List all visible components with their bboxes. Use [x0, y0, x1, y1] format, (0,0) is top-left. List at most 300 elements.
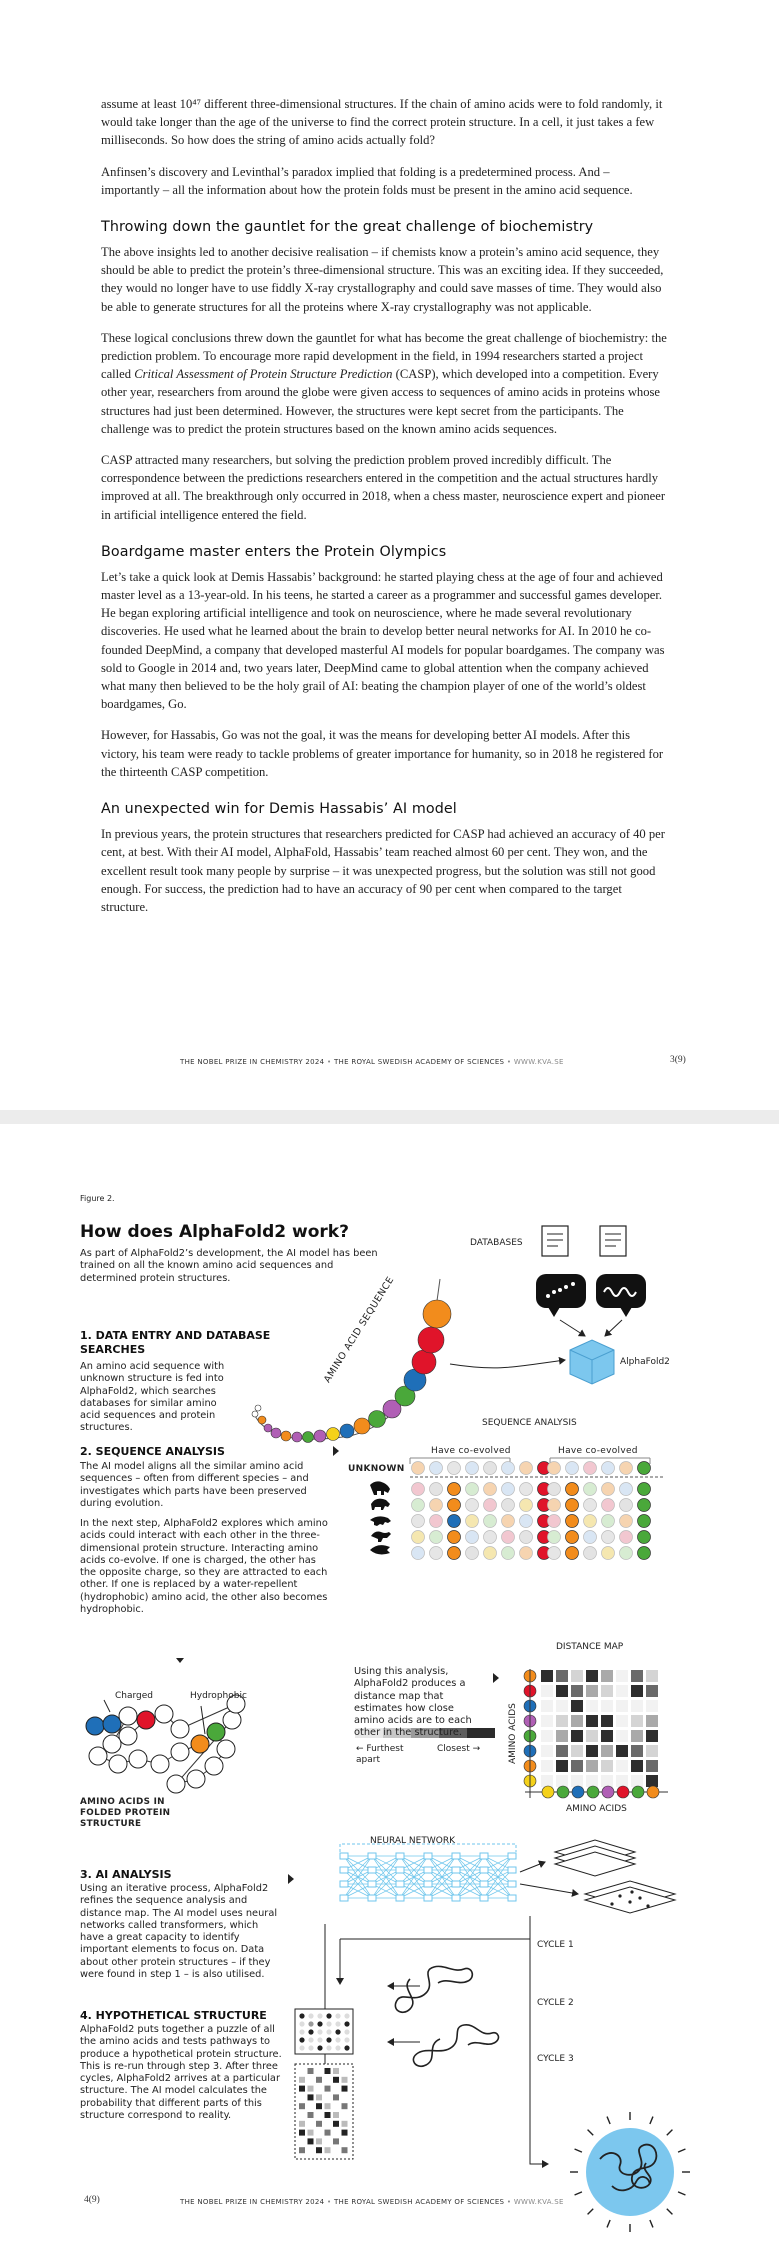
msa-cell: [448, 1499, 461, 1512]
distance-map-cell: [556, 1700, 568, 1712]
msa-cell: [520, 1483, 533, 1496]
nn-node: [340, 1881, 348, 1887]
distance-map-cell: [556, 1670, 568, 1682]
msa-cell: [502, 1531, 515, 1544]
distance-map-cell: [541, 1685, 553, 1697]
final-structure-icon: [586, 2128, 674, 2216]
msa-cell: [466, 1515, 479, 1528]
amino-acid-bead: [255, 1405, 261, 1411]
folded-amino-acid: [119, 1727, 137, 1745]
footer-url: WWW.KVA.SE: [513, 1058, 564, 1066]
puzzle-square: [308, 2112, 314, 2118]
distance-map-cell: [631, 1670, 643, 1682]
distance-map-cell: [556, 1760, 568, 1772]
distance-map-cell: [571, 1685, 583, 1697]
msa-cell: [602, 1483, 615, 1496]
msa-cell: [548, 1483, 561, 1496]
msa-cell: [602, 1462, 615, 1475]
puzzle-square: [299, 2103, 305, 2109]
puzzle-dot: [326, 2029, 331, 2034]
puzzle-square: [299, 2086, 305, 2092]
msa-cell: [584, 1531, 597, 1544]
paragraph: [101, 329, 667, 438]
folded-amino-acid: [89, 1747, 107, 1765]
distance-map-cell: [646, 1700, 658, 1712]
distance-map-label: DISTANCE MAP: [556, 1642, 624, 1652]
msa-cell: [566, 1515, 579, 1528]
folded-amino-acid: [129, 1750, 147, 1768]
msa-cell: [412, 1462, 425, 1475]
amino-acid-bead: [303, 1432, 314, 1443]
nn-node: [424, 1853, 432, 1859]
distance-map-cell: [586, 1700, 598, 1712]
nn-node: [340, 1895, 348, 1901]
structure-ray: [575, 2149, 582, 2152]
msa-cell: [620, 1547, 633, 1560]
msa-cell: [484, 1462, 497, 1475]
nn-node: [340, 1867, 348, 1873]
msa-cell: [548, 1462, 561, 1475]
distance-map-cell: [646, 1670, 658, 1682]
paragraph: Let’s take a quick look at Demis Hassabis’ background: he started playing chess at the age of four and achieved master level as a 13-year-old. In his teens, he started a career as a programmer and successful games developer. He began exploring artificial intelligence and took on neuroscience, where he made several revolutionary discoveries. He used what he learned about the brain to develop better neural networks for AI. In 2010 he co-founded DeepMind, a company that developed masterful AI models for popular boardgames. The company was sold to Google in 2014 and, two years later, DeepMind came to global attention when the company achieved what many then believed to be the holy grail of AI: beating the champion player of one of the world’s oldest boardgames, Go.: [101, 569, 665, 712]
distance-map-cell: [541, 1745, 553, 1757]
amino-acid-bead: [354, 1418, 370, 1434]
nn-node: [396, 1881, 404, 1887]
msa-cell: [638, 1515, 651, 1528]
structure-ray: [667, 2130, 673, 2136]
msa-cell: [448, 1462, 461, 1475]
puzzle-square: [308, 2068, 314, 2074]
msa-cell: [484, 1547, 497, 1560]
msa-cell: [520, 1462, 533, 1475]
output-grid-icon: [585, 1881, 675, 1913]
distance-map-cell: [631, 1730, 643, 1742]
amino-acid-bead: [252, 1411, 258, 1417]
puzzle-dot: [326, 2037, 331, 2042]
distance-map-cell: [646, 1760, 658, 1772]
msa-cell: [412, 1515, 425, 1528]
puzzle-square: [342, 2121, 348, 2127]
msa-cell: [466, 1499, 479, 1512]
figure-title: How does AlphaFold2 work?: [80, 1222, 349, 1242]
msa-cell: [620, 1499, 633, 1512]
nn-node: [424, 1881, 432, 1887]
page-4: [0, 1124, 779, 2253]
folded-amino-acid: [187, 1770, 205, 1788]
msa-cell: [584, 1499, 597, 1512]
distance-map-cell: [541, 1760, 553, 1772]
figure-intro: As part of AlphaFold2’s development, the AI model has been trained on all the known amino acid sequences and determined protein structures.: [80, 1248, 378, 1284]
amino-acid-bead: [418, 1327, 444, 1353]
puzzle-dot: [299, 2045, 304, 2050]
msa-cell: [484, 1483, 497, 1496]
page-number: 3(9): [670, 1055, 686, 1065]
msa-cell: [566, 1531, 579, 1544]
msa-cell: [548, 1531, 561, 1544]
distance-map-cell: [556, 1715, 568, 1727]
folded-amino-acid: [155, 1705, 173, 1723]
msa-cell: [620, 1515, 633, 1528]
amino-acid-bead: [369, 1411, 386, 1428]
structure-ray: [575, 2192, 582, 2195]
amino-acid-bead: [327, 1428, 340, 1441]
puzzle-dot: [344, 2037, 349, 2042]
structure-ray: [650, 2220, 653, 2227]
furthest-label: ← Furthest apart: [356, 1744, 404, 1765]
charged-pointer: [104, 1700, 110, 1712]
msa-cell: [566, 1462, 579, 1475]
protein-structure-cycle1: [395, 1966, 472, 2012]
msa-cell: [448, 1515, 461, 1528]
amino-acid-bead: [412, 1350, 436, 1374]
amino-acid-bead: [281, 1431, 291, 1441]
nn-node: [396, 1853, 404, 1859]
msa-cell: [430, 1483, 443, 1496]
puzzle-dot: [335, 2029, 340, 2034]
folded-amino-acid: [151, 1755, 169, 1773]
puzzle-square: [333, 2068, 339, 2074]
amino-acid-bead: [314, 1430, 326, 1442]
nn-node: [508, 1867, 516, 1873]
distance-map-cell: [646, 1715, 658, 1727]
amino-acid-bead: [423, 1300, 451, 1328]
cycle2-label: CYCLE 2: [537, 1998, 574, 2008]
section-heading: An unexpected win for Demis Hassabis’ AI model: [101, 801, 457, 818]
structure-ray: [607, 2220, 610, 2227]
species-silhouettes-icon: [370, 1481, 391, 1554]
text-column: [101, 95, 667, 916]
nn-node: [368, 1881, 376, 1887]
structure-ray: [667, 2209, 673, 2215]
hydrophobic-label: Hydrophobic: [190, 1691, 247, 1701]
folded-amino-acid: [103, 1715, 121, 1733]
distance-map-cell: [541, 1670, 553, 1682]
unknown-label: UNKNOWN: [348, 1464, 405, 1474]
distance-map-cell: [601, 1775, 613, 1787]
structure-ray: [650, 2117, 653, 2124]
puzzle-dot: [326, 2021, 331, 2026]
msa-cell: [412, 1499, 425, 1512]
coevolved-label: Have co-evolved: [431, 1446, 511, 1456]
puzzle-dot: [308, 2013, 313, 2018]
puzzle-square: [316, 2103, 322, 2109]
puzzle-dot: [299, 2013, 304, 2018]
msa-cell: [566, 1483, 579, 1496]
emphasis: Critical Assessment of Protein Structure Prediction: [134, 367, 393, 382]
nn-node: [452, 1867, 460, 1873]
msa-cell: [584, 1515, 597, 1528]
msa-cell: [548, 1515, 561, 1528]
msa-cell: [412, 1531, 425, 1544]
puzzle-square: [299, 2147, 305, 2153]
msa-cell: [502, 1462, 515, 1475]
distance-map-cell: [616, 1730, 628, 1742]
msa-cell: [584, 1483, 597, 1496]
puzzle-square: [316, 2077, 322, 2083]
puzzle-square: [325, 2086, 331, 2092]
database-document-icon: [600, 1226, 626, 1256]
puzzle-square: [325, 2130, 331, 2136]
msa-cell: [638, 1499, 651, 1512]
amino-acid-bead: [292, 1432, 302, 1442]
distance-map-cell: [616, 1670, 628, 1682]
hydrophobic-pointer: [201, 1706, 205, 1734]
distance-map-cell: [646, 1685, 658, 1697]
nn-node: [480, 1881, 488, 1887]
puzzle-dot: [326, 2045, 331, 2050]
msa-cell: [484, 1531, 497, 1544]
folded-amino-acid: [137, 1711, 155, 1729]
amino-acid-bead: [258, 1416, 266, 1424]
distance-map-cell: [571, 1700, 583, 1712]
msa-cell: [520, 1547, 533, 1560]
step2-text: In the next step, AlphaFold2 explores which amino acids could interact with each other in the three-dimensional protein structure. Interacting amino acids co-evolve. If one is charged, the other has the opposite charge, so they are attracted to each other. If one is replaced by a water-repellent (hydrophobic) amino acid, the other also becomes hydrophobic.: [80, 1518, 328, 1616]
paragraph: Anfinsen’s discovery and Levinthal’s paradox implied that folding is a predetermined process. And – importantly – all the information about how the protein folds must be present in the amino acid sequence.: [101, 164, 633, 197]
puzzle-dot: [308, 2029, 313, 2034]
msa-cell: [502, 1515, 515, 1528]
puzzle-square: [342, 2086, 348, 2092]
nn-node: [424, 1895, 432, 1901]
msa-cell: [502, 1499, 515, 1512]
paragraph: However, for Hassabis, Go was not the goal, it was the means for developing better AI models. After this victory, his team were ready to tackle problems of greater importance for humanity, so in 2018 he registered for the thirteenth CASP competition.: [101, 728, 664, 779]
nn-node: [396, 1895, 404, 1901]
distance-map-cell: [571, 1670, 583, 1682]
nn-node: [424, 1867, 432, 1873]
nn-node: [480, 1867, 488, 1873]
structure-bubble-icon: [596, 1274, 646, 1317]
folded-amino-acid: [217, 1740, 235, 1758]
structure-ray: [588, 2209, 594, 2215]
alphafold2-label: AlphaFold2: [620, 1357, 670, 1367]
distance-map-column-residue: [617, 1786, 629, 1798]
distance-map-cell: [616, 1715, 628, 1727]
nn-node: [452, 1853, 460, 1859]
puzzle-dot: [308, 2045, 313, 2050]
msa-cell: [448, 1531, 461, 1544]
distance-map-cell: [646, 1745, 658, 1757]
msa-cell: [548, 1547, 561, 1560]
puzzle-square: [299, 2121, 305, 2127]
msa-cell: [602, 1547, 615, 1560]
puzzle-dot: [344, 2021, 349, 2026]
sequence-analysis-label: SEQUENCE ANALYSIS: [482, 1418, 577, 1428]
distance-map-cell: [541, 1730, 553, 1742]
nn-node: [368, 1853, 376, 1859]
distance-map-column-residue: [587, 1786, 599, 1798]
msa-cell: [584, 1547, 597, 1560]
distance-map-cell: [601, 1760, 613, 1772]
folded-amino-acid: [191, 1735, 209, 1753]
amino-acid-bead: [340, 1424, 354, 1438]
msa-cell: [620, 1531, 633, 1544]
page-footer: THE NOBEL PRIZE IN CHEMISTRY 2024 • THE ROYAL SWEDISH ACADEMY OF SCIENCES • WWW.KVA.SE: [180, 1058, 564, 1066]
puzzle-square: [308, 2130, 314, 2136]
distance-map-cell: [631, 1700, 643, 1712]
step3-text: Using an iterative process, AlphaFold2 refines the sequence analysis and distance map. The AI model uses neural networks called transformers, which have a great capacity to identify important elements to focus on. Data about other protein structures – if they were found in step 1 – is also utilised.: [80, 1883, 278, 1981]
coevolved-label: Have co-evolved: [558, 1446, 638, 1456]
distance-map-cell: [586, 1760, 598, 1772]
structure-ray: [607, 2117, 610, 2124]
distance-map-cell: [631, 1685, 643, 1697]
puzzle-square: [333, 2112, 339, 2118]
distance-map-cell: [616, 1745, 628, 1757]
puzzle-dot: [317, 2045, 322, 2050]
protein-structure-cycle2: [413, 2025, 498, 2066]
step4-heading: 4. HYPOTHETICAL STRUCTURE: [80, 2009, 267, 2022]
section-heading: Throwing down the gauntlet for the great challenge of biochemistry: [101, 219, 594, 236]
distance-map-cell: [541, 1775, 553, 1787]
puzzle-square: [308, 2094, 314, 2100]
msa-cell: [638, 1483, 651, 1496]
footer-title: THE NOBEL PRIZE IN CHEMISTRY 2024: [180, 1058, 325, 1066]
neural-network-label: NEURAL NETWORK: [370, 1836, 455, 1846]
msa-cell: [502, 1483, 515, 1496]
puzzle-square: [333, 2121, 339, 2127]
distance-map-cell: [586, 1685, 598, 1697]
distance-map-cell: [556, 1775, 568, 1787]
step4-text: AlphaFold2 puts together a puzzle of all the amino acids and tests pathways to produce a hypothetical protein structure. This is re-run through step 3. After three cycles, AlphaFold2 arrives at a particular structure. The AI model calculates the probability that different parts of this structure correspond to reality.: [80, 2024, 282, 2122]
nn-node: [508, 1881, 516, 1887]
msa-cell: [430, 1499, 443, 1512]
nn-node: [452, 1881, 460, 1887]
distance-map-cell: [616, 1700, 628, 1712]
step2-text: The AI model aligns all the similar amino acid sequences – often from different species – and investigates which parts have been preserved during evolution.: [80, 1461, 309, 1509]
puzzle-square: [316, 2121, 322, 2127]
puzzle-dot: [326, 2013, 331, 2018]
distance-map-cell: [616, 1775, 628, 1787]
footer-url: WWW.KVA.SE: [513, 2198, 564, 2206]
msa-cell: [412, 1483, 425, 1496]
puzzle-dot: [317, 2013, 322, 2018]
nn-node: [480, 1895, 488, 1901]
footer-title: THE NOBEL PRIZE IN CHEMISTRY 2024: [180, 2198, 325, 2206]
msa-cell: [520, 1531, 533, 1544]
puzzle-dot: [344, 2029, 349, 2034]
cycle1-label: CYCLE 1: [537, 1940, 574, 1950]
text-run: These logical conclusions threw down the gauntlet for what has become the great challenge of biochemistry: the prediction problem. To encourage more rapid development in the field, in 1994 researchers started a project called: [101, 330, 667, 382]
folded-amino-acid: [207, 1723, 225, 1741]
puzzle-square: [333, 2094, 339, 2100]
msa-cell: [430, 1531, 443, 1544]
folded-amino-acid: [119, 1707, 137, 1725]
databases-label: DATABASES: [470, 1238, 523, 1248]
structure-ray: [678, 2149, 685, 2152]
puzzle-square: [342, 2077, 348, 2083]
msa-cell: [520, 1499, 533, 1512]
nn-node: [508, 1853, 516, 1859]
msa-cell: [466, 1462, 479, 1475]
puzzle-square: [333, 2077, 339, 2083]
puzzle-square: [342, 2130, 348, 2136]
puzzle-dot: [335, 2045, 340, 2050]
msa-cell: [502, 1547, 515, 1560]
footer-org: THE ROYAL SWEDISH ACADEMY OF SCIENCES: [333, 1058, 505, 1066]
msa-cell: [430, 1515, 443, 1528]
msa-cell: [484, 1515, 497, 1528]
puzzle-square: [325, 2147, 331, 2153]
puzzle-square: [316, 2138, 322, 2144]
msa-cell: [602, 1531, 615, 1544]
puzzle-square: [308, 2086, 314, 2092]
distance-map-column-residue: [632, 1786, 644, 1798]
msa-cell: [638, 1547, 651, 1560]
paragraph: In previous years, the protein structures that researchers predicted for CASP had achieved an accuracy of 40 per cent, at best. With their AI model, AlphaFold, Hassabis’ team reached almost 60 per cent. They won, and the excellent result took many people by surprise – it was unexpected progress, but the solution was still not good enough. For success, the prediction had to have an accuracy of 90 per cent when compared to the target structure.: [101, 827, 665, 914]
distance-map-cell: [571, 1745, 583, 1757]
puzzle-square: [325, 2103, 331, 2109]
page-3: [0, 0, 779, 1110]
distance-map-cell: [601, 1730, 613, 1742]
puzzle-dot: [299, 2029, 304, 2034]
closest-label: Closest →: [437, 1744, 481, 1754]
folded-structure-label: AMINO ACIDS IN FOLDED PROTEIN STRUCTURE: [80, 1797, 171, 1829]
puzzle-dot: [335, 2013, 340, 2018]
msa-cell: [584, 1462, 597, 1475]
distance-map-cell: [601, 1715, 613, 1727]
footer-org: THE ROYAL SWEDISH ACADEMY OF SCIENCES: [333, 2198, 505, 2206]
folded-amino-acid: [171, 1720, 189, 1738]
folded-amino-acid: [86, 1717, 104, 1735]
distance-map-cell: [631, 1775, 643, 1787]
distance-map-cell: [601, 1685, 613, 1697]
msa-cell: [448, 1547, 461, 1560]
distance-map-cell: [556, 1745, 568, 1757]
distance-map-cell: [556, 1685, 568, 1697]
nn-node: [396, 1867, 404, 1873]
folded-amino-acid: [103, 1735, 121, 1753]
section-heading: Boardgame master enters the Protein Olympics: [101, 543, 447, 560]
msa-cell: [412, 1547, 425, 1560]
output-grid-icon: [555, 1840, 635, 1876]
puzzle-square: [299, 2077, 305, 2083]
distance-map-cell: [586, 1730, 598, 1742]
puzzle-dot: [317, 2037, 322, 2042]
nn-node: [368, 1867, 376, 1873]
distance-map-cell: [601, 1700, 613, 1712]
msa-cell: [520, 1515, 533, 1528]
alphafold-cube-icon: [570, 1340, 614, 1384]
distance-map-cell: [541, 1700, 553, 1712]
amino-acid-sequence-label: AMINO ACID SEQUENCE: [322, 1274, 397, 1385]
msa-cell: [548, 1499, 561, 1512]
msa-cell: [566, 1547, 579, 1560]
puzzle-dot: [308, 2021, 313, 2026]
step1-text: An amino acid sequence with unknown structure is fed into AlphaFold2, which searches databases for similar amino acid sequences and protein structures.: [80, 1361, 225, 1434]
nn-node: [452, 1895, 460, 1901]
distance-map-column-residue: [572, 1786, 584, 1798]
msa-cell: [620, 1462, 633, 1475]
amino-acid-bead: [271, 1428, 281, 1438]
folded-amino-acid: [109, 1755, 127, 1773]
puzzle-square: [308, 2138, 314, 2144]
puzzle-square: [333, 2138, 339, 2144]
distance-map-cell: [631, 1760, 643, 1772]
msa-cell: [448, 1483, 461, 1496]
puzzle-square: [325, 2068, 331, 2074]
paragraph: The above insights led to another decisive realisation – if chemists know a protein’s amino acid sequence, they should be able to predict the protein’s three-dimensional structure. This was an exciting idea. If they succeeded, they would no longer have to use fiddly X-ray crystallography and could save masses of time. They would also be able to generate structures for all the proteins where X-ray crystallography was not applicable.: [101, 245, 664, 314]
distance-map-cell: [601, 1745, 613, 1757]
folded-amino-acid: [223, 1711, 241, 1729]
step2-heading: 2. SEQUENCE ANALYSIS: [80, 1445, 225, 1458]
structure-ray: [588, 2130, 594, 2136]
folded-amino-acid: [205, 1757, 223, 1775]
distance-map-cell: [571, 1760, 583, 1772]
puzzle-square: [316, 2147, 322, 2153]
distance-map-cell: [601, 1670, 613, 1682]
distance-map-cell: [631, 1745, 643, 1757]
msa-cell: [602, 1499, 615, 1512]
msa-cell: [638, 1531, 651, 1544]
msa-cell: [638, 1462, 651, 1475]
